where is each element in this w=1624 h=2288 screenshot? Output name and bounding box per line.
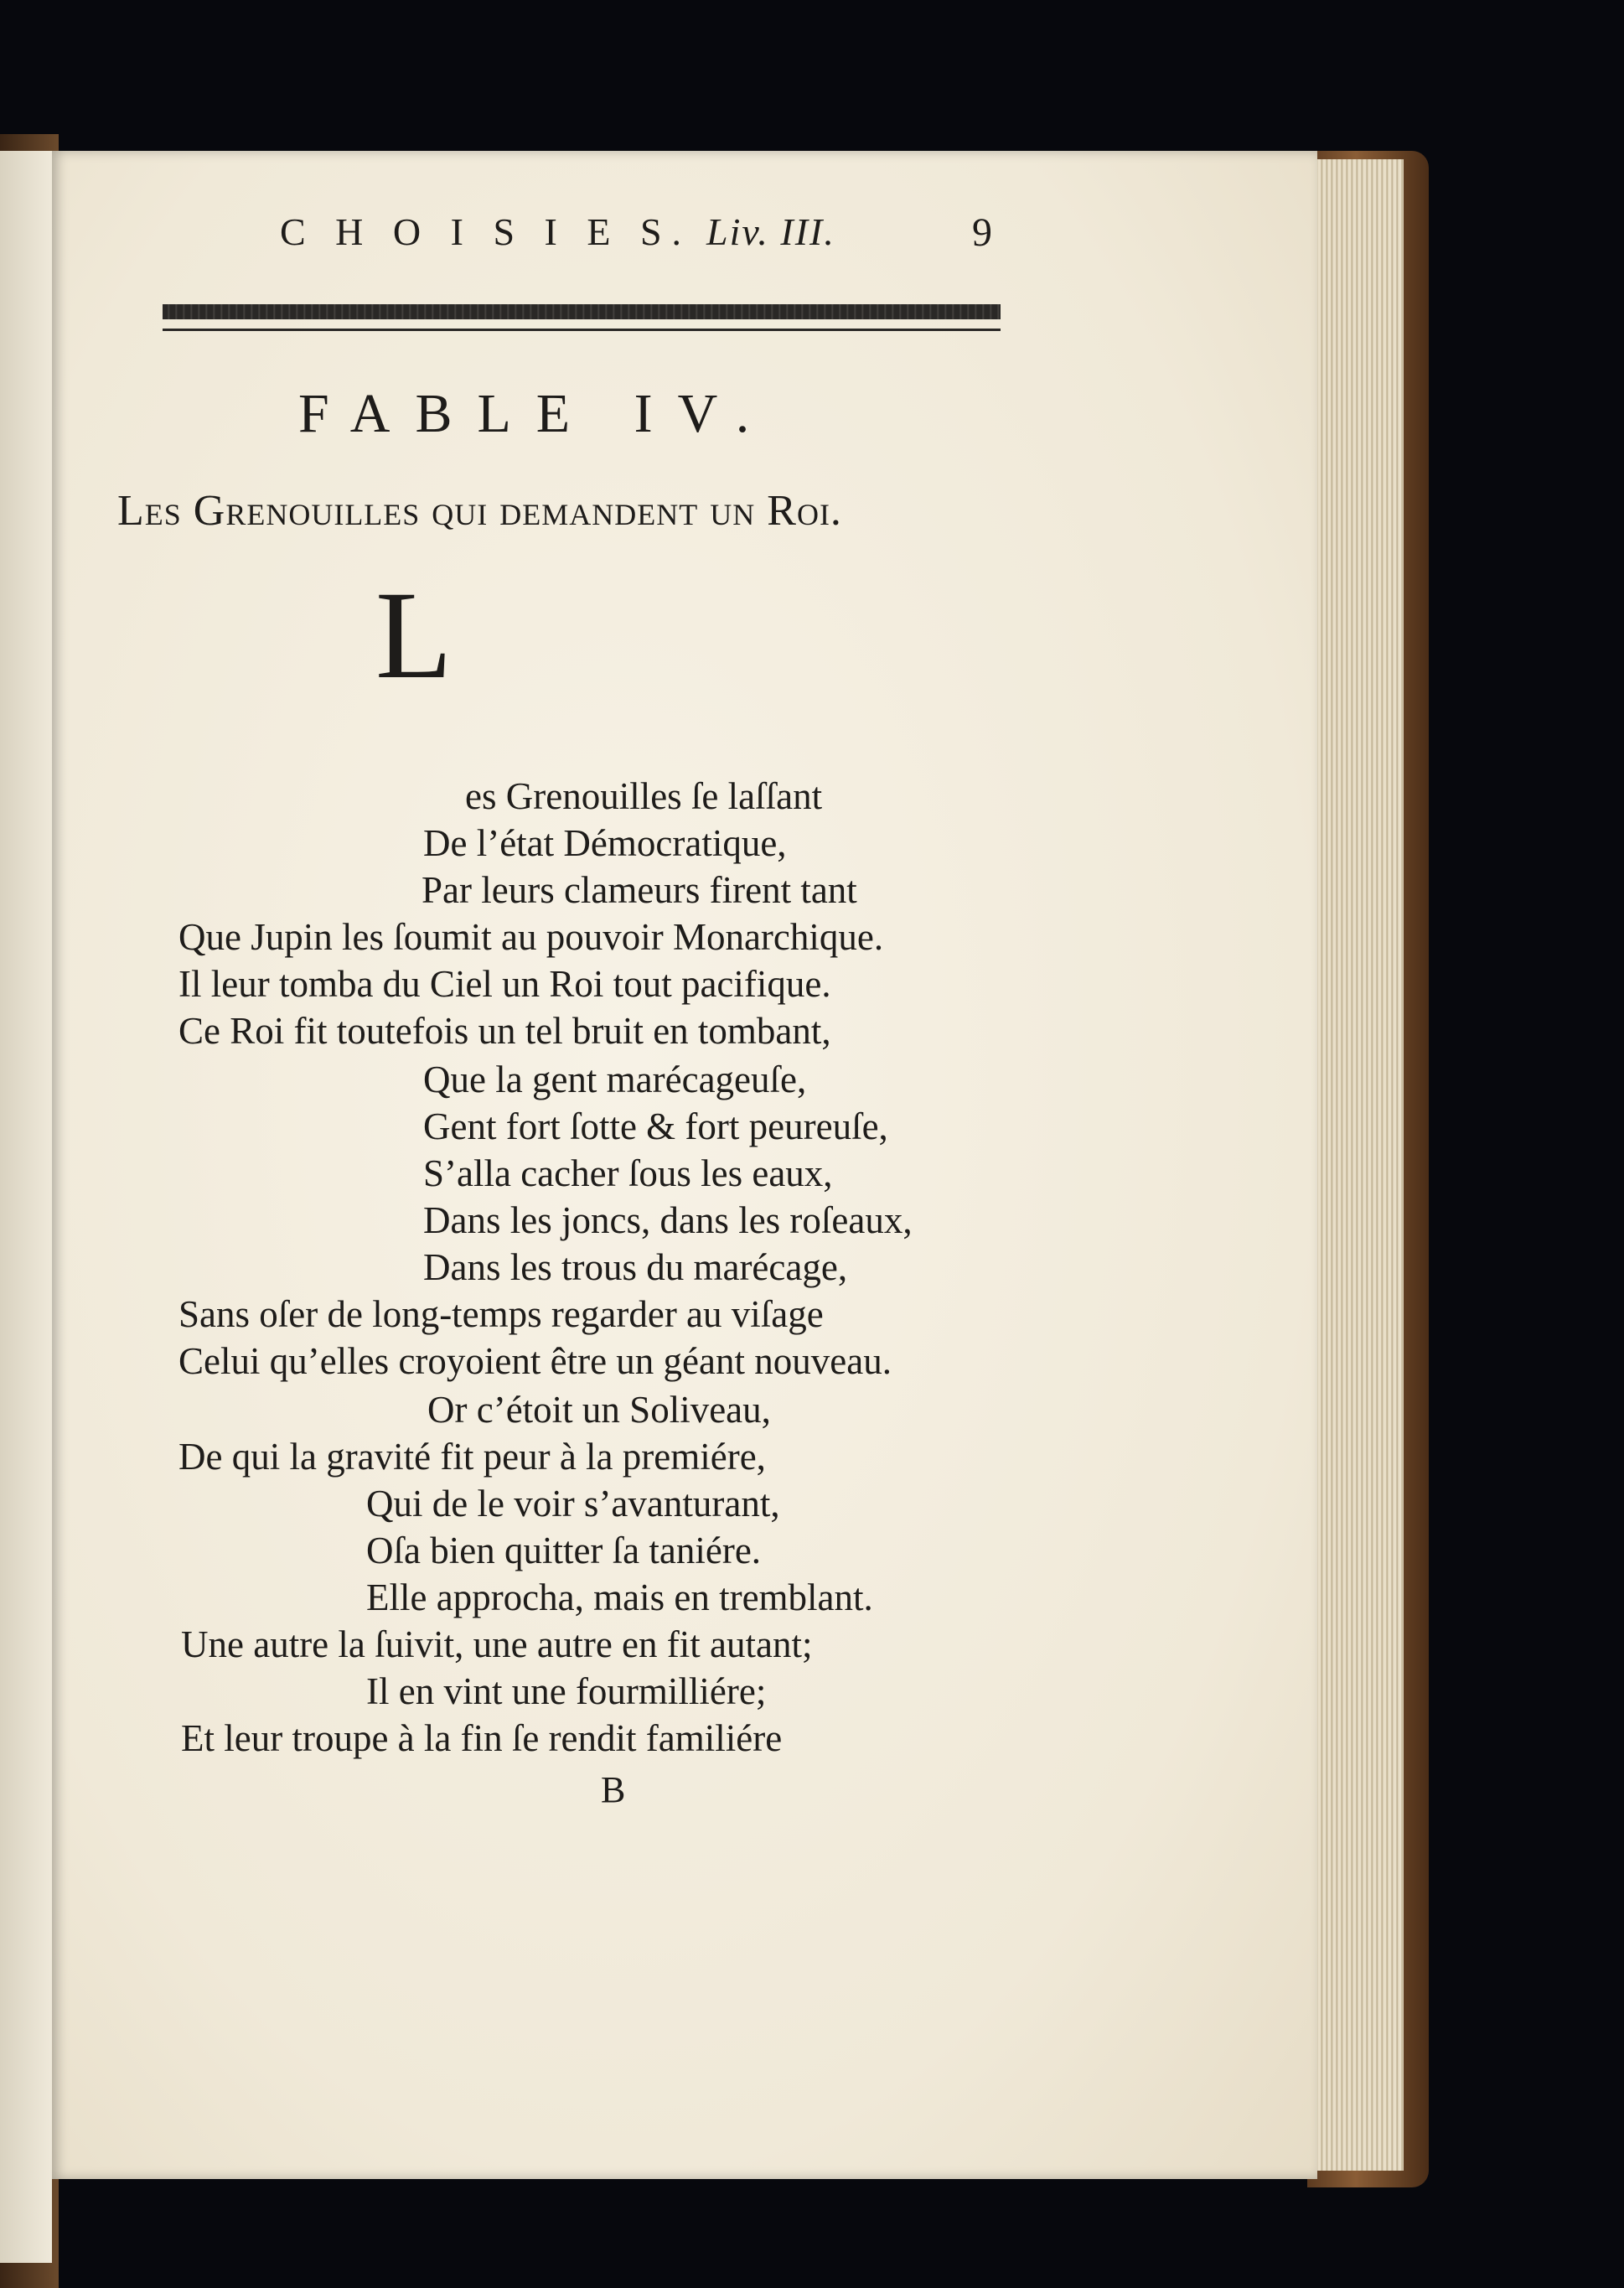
poem-line: Ce Roi fit toutefois un tel bruit en tombant,	[178, 1010, 831, 1052]
page-edges	[1303, 159, 1404, 2171]
book-page	[52, 151, 1317, 2179]
poem-line: De l’état Démocratique,	[423, 822, 787, 864]
poem-line: S’alla cacher ſous les eaux,	[423, 1152, 833, 1194]
poem-line: Sans oſer de long-temps regarder au viſage	[178, 1293, 824, 1335]
poem-line: Il en vint une fourmilliére;	[366, 1670, 767, 1712]
poem-line: Or c’étoit un Soliveau,	[427, 1389, 771, 1431]
poem-line: Que la gent marécageuſe,	[423, 1059, 807, 1100]
drop-cap: L	[375, 566, 453, 705]
running-head-section: Liv. III.	[706, 210, 835, 253]
ornamental-rule-thin	[163, 329, 1001, 331]
poem-line: Elle approcha, mais en tremblant.	[366, 1576, 873, 1618]
poem-line: Une autre la ſuivit, une autre en fit autant;	[181, 1623, 813, 1665]
poem-line: Par leurs clameurs firent tant	[422, 869, 857, 911]
page-number: 9	[972, 210, 992, 255]
poem-line: Il leur tomba du Ciel un Roi tout pacifique.	[178, 963, 831, 1005]
running-head-title: C H O I S I E S.	[280, 210, 692, 253]
fable-title: FABLE IV.	[298, 383, 775, 444]
running-head	[280, 210, 835, 254]
poem-line: Et leur troupe à la fin ſe rendit familiére	[181, 1717, 783, 1759]
poem-line: es Grenouilles ſe laſſant	[465, 775, 823, 817]
ornamental-rule-thick	[163, 304, 1001, 319]
poem-line: Dans les trous du marécage,	[423, 1246, 848, 1288]
poem-line: Gent fort ſotte & fort peureuſe,	[423, 1105, 888, 1147]
poem-line: Que Jupin les ſoumit au pouvoir Monarchique.	[178, 916, 884, 958]
signature-mark: B	[601, 1769, 626, 1810]
fable-subtitle: Les Grenouilles qui demandent un Roi.	[117, 487, 842, 535]
poem-line: Dans les joncs, dans les roſeaux,	[423, 1199, 913, 1241]
poem-line: De qui la gravité fit peur à la premiére,	[178, 1436, 766, 1478]
poem-line: Oſa bien quitter ſa taniére.	[366, 1530, 762, 1571]
poem-line: Celui qu’elles croyoient être un géant nouveau.	[178, 1340, 892, 1382]
poem-line: Qui de le voir s’avanturant,	[366, 1483, 780, 1524]
